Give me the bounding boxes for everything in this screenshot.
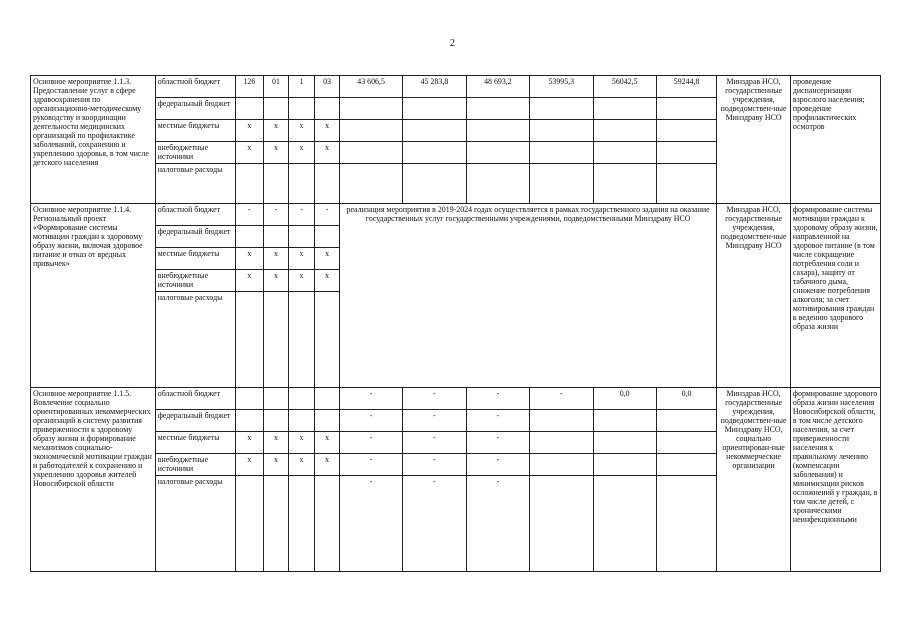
value-cell (593, 410, 656, 432)
value-cell (530, 142, 593, 164)
value-cell: 53995,3 (530, 76, 593, 98)
code-cell (264, 98, 289, 120)
value-cell (593, 164, 656, 204)
code-cell (315, 292, 340, 388)
code-cell (288, 164, 315, 204)
code-cell (288, 476, 315, 572)
funding-source: федеральный бюджет (155, 226, 235, 248)
value-cell: - (403, 410, 466, 432)
value-cell (656, 164, 716, 204)
value-cell: 59244,8 (656, 76, 716, 98)
value-cell (403, 120, 466, 142)
funding-source: налоговые расходы (155, 164, 235, 204)
funding-source: внебюджетные источники (155, 454, 235, 476)
page-number: 2 (450, 38, 455, 49)
expected-result: формирование здорового образа жизни населения Новосибирской области, в том числе детского населения, за счет приверженности населения к правильному лечению (компенсации заболевания) и минимизации рисков осложнений у граждан, в том числе детей, с хроническими неинфекционными (790, 388, 880, 572)
value-cell (530, 454, 593, 476)
code-cell: x (264, 454, 289, 476)
value-cell: 0,0 (593, 388, 656, 410)
funding-source: областной бюджет (155, 388, 235, 410)
code-cell: x (288, 454, 315, 476)
code-cell (235, 292, 264, 388)
value-cell (466, 142, 529, 164)
code-cell: x (235, 248, 264, 270)
code-cell: x (235, 120, 264, 142)
value-cell (530, 98, 593, 120)
code-cell: - (235, 204, 264, 226)
value-cell: 0,0 (656, 388, 716, 410)
value-cell: - (466, 410, 529, 432)
code-cell: x (264, 142, 289, 164)
code-cell: x (288, 142, 315, 164)
code-cell: x (235, 454, 264, 476)
code-cell (235, 388, 264, 410)
value-cell (593, 454, 656, 476)
expected-result: формирование системы мотивации граждан к здоровому образу жизни, направленной на здоровое питание (в том числе сокращение потребления соли и сахара), защиту от табачного дыма, снижение потребления алкоголя; за счет мотивирования граждан к ведению здорового образа жизни (790, 204, 880, 388)
value-cell: - (339, 388, 402, 410)
code-cell: - (288, 204, 315, 226)
value-cell: - (339, 454, 402, 476)
value-cell (466, 164, 529, 204)
value-cell (656, 142, 716, 164)
funding-source: внебюджетные источники (155, 270, 235, 292)
funding-source: федеральный бюджет (155, 410, 235, 432)
code-cell: x (315, 120, 340, 142)
code-cell (264, 388, 289, 410)
value-cell (339, 98, 402, 120)
value-cell (339, 164, 402, 204)
code-cell (315, 388, 340, 410)
value-cell: 48 693,2 (466, 76, 529, 98)
value-cell: - (403, 454, 466, 476)
funding-source: областной бюджет (155, 76, 235, 98)
code-cell (315, 410, 340, 432)
table-row (31, 388, 881, 410)
code-cell (235, 164, 264, 204)
code-cell: x (315, 248, 340, 270)
code-cell: x (288, 248, 315, 270)
code-cell: x (288, 120, 315, 142)
code-cell: 03 (315, 76, 340, 98)
value-cell (403, 98, 466, 120)
value-cell (403, 164, 466, 204)
executor: Минздрав НСО, государственные учреждения, подведомствен-ные Минздраву НСО (717, 76, 791, 204)
value-cell: - (466, 432, 529, 454)
code-cell: x (235, 432, 264, 454)
value-cell: 56042,5 (593, 76, 656, 98)
code-cell (288, 98, 315, 120)
value-cell (530, 164, 593, 204)
value-cell (593, 432, 656, 454)
value-cell (466, 98, 529, 120)
code-cell: - (315, 204, 340, 226)
code-cell: x (264, 270, 289, 292)
table-row (31, 204, 881, 226)
funding-source: федеральный бюджет (155, 98, 235, 120)
value-cell (593, 142, 656, 164)
code-cell (288, 226, 315, 248)
code-cell: x (288, 270, 315, 292)
value-cell: 45 283,8 (403, 76, 466, 98)
code-cell (315, 476, 340, 572)
value-cell: 43 606,5 (339, 76, 402, 98)
code-cell (235, 410, 264, 432)
value-cell (339, 120, 402, 142)
funding-source: местные бюджеты (155, 248, 235, 270)
value-cell: - (339, 410, 402, 432)
code-cell: x (315, 432, 340, 454)
code-cell (235, 226, 264, 248)
implementation-note: реализация мероприятия в 2019-2024 годах осуществляется в рамках государственного задания на оказание государственных услуг государственными учреждениями, подведомственными Минздраву НСО (339, 204, 716, 388)
value-cell (656, 432, 716, 454)
value-cell (530, 476, 593, 572)
code-cell (288, 388, 315, 410)
value-cell (656, 410, 716, 432)
code-cell: x (315, 142, 340, 164)
code-cell (235, 98, 264, 120)
executor: Минздрав НСО, государственные учреждения, подведомствен-ные Минздраву НСО, социально ориентирован-ные некоммерческие организации (717, 388, 791, 572)
value-cell (656, 120, 716, 142)
code-cell: x (288, 432, 315, 454)
value-cell (403, 142, 466, 164)
program-table (30, 75, 881, 572)
value-cell (593, 120, 656, 142)
activity-title: Основное мероприятие 1.1.4. Региональный проект «Формирование системы мотивации граждан к здоровому образу жизни, включая здоровое питание и отказ от вредных привычек» (31, 204, 156, 388)
funding-source: налоговые расходы (155, 292, 235, 388)
table-row (31, 76, 881, 98)
code-cell (288, 292, 315, 388)
value-cell (656, 98, 716, 120)
code-cell: x (264, 432, 289, 454)
value-cell (530, 410, 593, 432)
activity-title: Основное мероприятие 1.1.5. Вовлечение социально ориентированных некоммерческих организаций в систему развития приверженности к здоровому образу жизни и формирование механизмов социально-экономической мотивации граждан и работодателей к сохранению и укреплению здоровья жителей Новосибирской области (31, 388, 156, 572)
code-cell (315, 98, 340, 120)
value-cell: - (403, 432, 466, 454)
expected-result: проведение диспансеризации взрослого населения; проведение профилактических осмотров (790, 76, 880, 204)
value-cell (530, 432, 593, 454)
code-cell: x (235, 142, 264, 164)
value-cell (530, 120, 593, 142)
value-cell (593, 98, 656, 120)
funding-source: областной бюджет (155, 204, 235, 226)
value-cell: - (339, 476, 402, 572)
code-cell: x (315, 454, 340, 476)
value-cell (656, 454, 716, 476)
code-cell: x (235, 270, 264, 292)
value-cell: - (403, 476, 466, 572)
code-cell (264, 292, 289, 388)
value-cell (656, 476, 716, 572)
code-cell (315, 164, 340, 204)
code-cell (288, 410, 315, 432)
funding-source: внебюджетные источники (155, 142, 235, 164)
code-cell (264, 164, 289, 204)
executor: Минздрав НСО, государственные учреждения, подведомствен-ные Минздраву НСО (717, 204, 791, 388)
code-cell: 1 (288, 76, 315, 98)
value-cell: - (403, 388, 466, 410)
code-cell: x (264, 120, 289, 142)
activity-title: Основное мероприятие 1.1.3. Предоставление услуг в сфере здравоохранения по организационно-методическому руководству и координации деятельности медицинских организаций по профилактике заболеваний, сохранению и укреплению здоровья, в том числе детского населения (31, 76, 156, 204)
code-cell (235, 476, 264, 572)
code-cell: 126 (235, 76, 264, 98)
value-cell: - (530, 388, 593, 410)
value-cell: - (466, 476, 529, 572)
value-cell (466, 120, 529, 142)
funding-source: налоговые расходы (155, 476, 235, 572)
value-cell: - (466, 454, 529, 476)
value-cell: - (466, 388, 529, 410)
code-cell (264, 476, 289, 572)
code-cell: x (315, 270, 340, 292)
funding-source: местные бюджеты (155, 432, 235, 454)
code-cell: - (264, 204, 289, 226)
funding-source: местные бюджеты (155, 120, 235, 142)
code-cell (315, 226, 340, 248)
code-cell: x (264, 248, 289, 270)
value-cell (593, 476, 656, 572)
code-cell: 01 (264, 76, 289, 98)
value-cell (339, 142, 402, 164)
code-cell (264, 226, 289, 248)
code-cell (264, 410, 289, 432)
value-cell: - (339, 432, 402, 454)
